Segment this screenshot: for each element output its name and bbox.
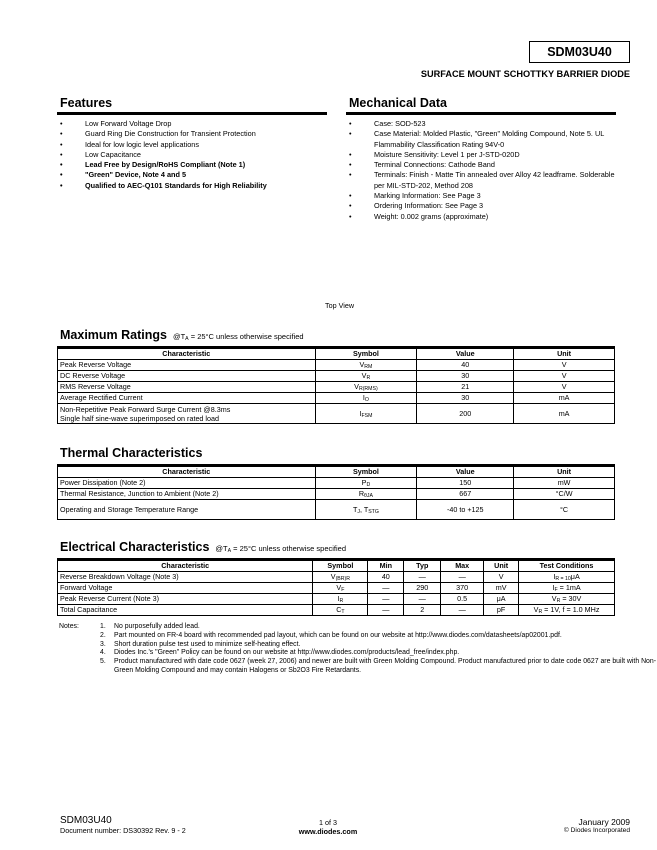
- cell-unit: mV: [484, 583, 519, 594]
- mechanical-item: • Marking Information: See Page 3: [346, 191, 616, 201]
- cell-char: DC Reverse Voltage: [58, 371, 316, 382]
- cell-cond: $V_R = 1V$, f = 1.0 MHz: [519, 605, 615, 616]
- thermal-heading: [57, 444, 615, 467]
- cell-char: Peak Reverse Current (Note 3): [58, 594, 313, 605]
- cell-max: 370: [441, 583, 484, 594]
- footer-part-number: SDM03U40: [60, 815, 112, 826]
- cell-sym: $I_{FSM}$: [315, 404, 417, 424]
- max-ratings-table: [57, 348, 615, 424]
- cell-unit: mA: [514, 393, 615, 404]
- cell-max: 0.5: [441, 594, 484, 605]
- note-number: 1.: [100, 623, 106, 630]
- features-title: Features: [60, 96, 113, 110]
- max-ratings-row: [58, 360, 615, 371]
- column-header: Test Conditions: [519, 561, 615, 572]
- thermal-row: [58, 478, 615, 489]
- max-ratings-condition: $@T_A = 25^\circ C$ unless otherwise specified: [172, 332, 304, 342]
- cell-unit: μA: [484, 594, 519, 605]
- cell-cond: $I_F = 1mA$: [519, 583, 615, 594]
- document-subtitle: SURFACE MOUNT SCHOTTKY BARRIER DIODE: [420, 69, 630, 79]
- mechanical-item: • Weight: 0.002 grams (approximate): [346, 212, 616, 222]
- max-ratings-heading: [57, 326, 615, 349]
- mechanical-item: • Terminals: Finish - Matte Tin annealed over Alloy 42 leadframe. Solderable per MIL-STD-202, Method 208: [346, 170, 616, 191]
- mechanical-item: • Case: SOD-523: [346, 119, 616, 129]
- cell-char: Average Rectified Current: [58, 393, 316, 404]
- footer-center: [278, 818, 378, 836]
- cell-min: —: [368, 605, 404, 616]
- column-header: Symbol: [313, 561, 368, 572]
- notes-label: Notes:: [59, 623, 79, 630]
- column-header: Characteristic: [58, 349, 316, 360]
- cell-unit: °C: [514, 500, 615, 520]
- cell-sym: $I_R$: [313, 594, 368, 605]
- note-text: Part mounted on FR-4 board with recommended pad layout, which can be found on our website at http://www.diodes.com/datasheets/ap02001.pdf.: [114, 631, 562, 639]
- cell-cond: $I_{R = 10}\mu A$: [519, 572, 615, 583]
- electrical-row: [58, 605, 615, 616]
- feature-item: • Ideal for low logic level applications: [57, 140, 327, 150]
- cell-val: 667: [417, 489, 514, 500]
- max-ratings-row: [58, 393, 615, 404]
- electrical-condition: $@T_A = 25^\circ C$ unless otherwise specified: [215, 544, 346, 554]
- cell-typ: —: [404, 572, 441, 583]
- cell-typ: 290: [404, 583, 441, 594]
- electrical-row: [58, 594, 615, 605]
- mechanical-item: • Terminal Connections: Cathode Band: [346, 160, 616, 170]
- footer-page-number: 1 of 3: [319, 818, 337, 827]
- cell-char: RMS Reverse Voltage: [58, 382, 316, 393]
- cell-char: Total Capacitance: [58, 605, 313, 616]
- note-text: Product manufactured with date code 0627 (week 27, 2006) and newer are built with Green Molding Compound. Product manufactured prior to date code 0627 are built with Non-Green Molding Compound and may contain Halogens or Sb2O3 Fire Retardants.: [114, 658, 656, 674]
- cell-unit: V: [514, 371, 615, 382]
- cell-min: —: [368, 583, 404, 594]
- cell-unit: V: [514, 360, 615, 371]
- footer-right: [564, 817, 630, 834]
- thermal-row: [58, 500, 615, 520]
- cell-unit: °C/W: [514, 489, 615, 500]
- electrical-row: [58, 583, 615, 594]
- electrical-heading: [57, 538, 615, 561]
- feature-item: • Low Capacitance: [57, 150, 327, 160]
- column-header: Symbol: [315, 467, 417, 478]
- cell-sym: $I_O$: [315, 393, 417, 404]
- cell-val: 40: [417, 360, 514, 371]
- mechanical-rule: [346, 112, 616, 115]
- note-text: Diodes Inc.'s "Green" Policy can be found on our website at http://www.diodes.com/products/lead_free/index.php.: [114, 649, 460, 657]
- cell-sym: $P_D$: [315, 478, 417, 489]
- cell-min: 40: [368, 572, 404, 583]
- cell-val: 30: [417, 393, 514, 404]
- mechanical-item: • Ordering Information: See Page 3: [346, 201, 616, 211]
- footer-left: [60, 815, 186, 835]
- part-number-box: [529, 41, 630, 63]
- max-ratings-row: [58, 404, 615, 424]
- cell-sym: $V_F$: [313, 583, 368, 594]
- mechanical-item: • Moisture Sensitivity: Level 1 per J-STD-020D: [346, 150, 616, 160]
- column-header: Symbol: [315, 349, 417, 360]
- column-header: Characteristic: [58, 467, 316, 478]
- cell-val: 150: [417, 478, 514, 489]
- cell-char: Power Dissipation (Note 2): [58, 478, 316, 489]
- cell-sym: $V_R$: [315, 371, 417, 382]
- note-text: Short duration pulse test used to minimize self-heating effect.: [114, 640, 301, 648]
- feature-item: • Qualified to AEC-Q101 Standards for High Reliability: [57, 181, 327, 191]
- footer-copyright: © Diodes Incorporated: [563, 827, 630, 834]
- cell-sym: $R_{\theta JA}$: [315, 489, 417, 500]
- note-text: No purposefully added lead.: [114, 623, 200, 630]
- cell-sym: $T_J$, $T_{STG}$: [315, 500, 417, 520]
- cell-typ: —: [404, 594, 441, 605]
- cell-char: Non-Repetitive Peak Forward Surge Current @8.3ms Single half sine-wave superimposed on rated load: [58, 404, 316, 424]
- cell-val: -40 to +125: [417, 500, 514, 520]
- part-number: SDM03U40: [547, 45, 612, 59]
- cell-min: —: [368, 594, 404, 605]
- cell-unit: V: [484, 572, 519, 583]
- features-rule: [57, 112, 327, 115]
- cell-max: —: [441, 605, 484, 616]
- note-number: 3.: [100, 640, 106, 648]
- column-header: Unit: [484, 561, 519, 572]
- cell-char: Forward Voltage: [58, 583, 313, 594]
- mechanical-section: [346, 96, 616, 222]
- electrical-title: Electrical Characteristics: [60, 540, 210, 554]
- cell-unit: mW: [514, 478, 615, 489]
- cell-val: 200: [417, 404, 514, 424]
- header-row: [58, 561, 615, 572]
- column-header: Unit: [514, 467, 615, 478]
- electrical-table: [57, 560, 615, 616]
- cell-cond: $V_R = 30V$: [519, 594, 615, 605]
- features-list: [57, 119, 327, 191]
- cell-unit: pF: [484, 605, 519, 616]
- note-number: 5.: [100, 658, 106, 666]
- notes-section: [59, 623, 657, 683]
- footer-website-link[interactable]: www.diodes.com: [298, 827, 358, 836]
- cell-max: —: [441, 572, 484, 583]
- max-ratings-row: [58, 382, 615, 393]
- column-header: Min: [368, 561, 404, 572]
- thermal-table: [57, 466, 615, 520]
- cell-val: 21: [417, 382, 514, 393]
- cell-char: Thermal Resistance, Junction to Ambient (Note 2): [58, 489, 316, 500]
- mechanical-item: • Case Material: Molded Plastic, "Green" Molding Compound, Note 5. UL Flammability Classification Rating 94V-0: [346, 129, 616, 150]
- cell-char: Reverse Breakdown Voltage (Note 3): [58, 572, 313, 583]
- mechanical-title: Mechanical Data: [349, 96, 447, 110]
- thermal-title: Thermal Characteristics: [60, 446, 203, 460]
- feature-item: • Lead Free by Design/RoHS Compliant (Note 1): [57, 160, 327, 170]
- feature-item: • Low Forward Voltage Drop: [57, 119, 327, 129]
- column-header: Unit: [514, 349, 615, 360]
- column-header: Value: [417, 349, 514, 360]
- column-header: Max: [441, 561, 484, 572]
- cell-char: Operating and Storage Temperature Range: [58, 500, 316, 520]
- feature-item: • "Green" Device, Note 4 and 5: [57, 170, 327, 180]
- note-number: 2.: [100, 631, 106, 639]
- top-view-label: Top View: [325, 301, 355, 310]
- column-header: Value: [417, 467, 514, 478]
- header-row: [58, 467, 615, 478]
- cell-char: Peak Reverse Voltage: [58, 360, 316, 371]
- mechanical-list: [346, 119, 616, 222]
- max-ratings-title: Maximum Ratings: [60, 328, 167, 342]
- cell-typ: 2: [404, 605, 441, 616]
- footer-date: January 2009: [578, 817, 630, 827]
- header-row: [58, 349, 615, 360]
- cell-sym: $V_{R(RMS)}$: [315, 382, 417, 393]
- column-header: Typ: [404, 561, 441, 572]
- thermal-row: [58, 489, 615, 500]
- cell-unit: mA: [514, 404, 615, 424]
- cell-sym: $V_{RM}$: [315, 360, 417, 371]
- max-ratings-row: [58, 371, 615, 382]
- features-section: [57, 96, 327, 191]
- cell-val: 30: [417, 371, 514, 382]
- footer-document-number: Document number: DS30392 Rev. 9 - 2: [60, 826, 186, 835]
- electrical-row: [58, 572, 615, 583]
- feature-item: • Guard Ring Die Construction for Transient Protection: [57, 129, 327, 139]
- note-number: 4.: [100, 649, 106, 657]
- cell-sym: $V_{(BR)R}$: [313, 572, 368, 583]
- cell-unit: V: [514, 382, 615, 393]
- cell-sym: $C_T$: [313, 605, 368, 616]
- column-header: Characteristic: [58, 561, 313, 572]
